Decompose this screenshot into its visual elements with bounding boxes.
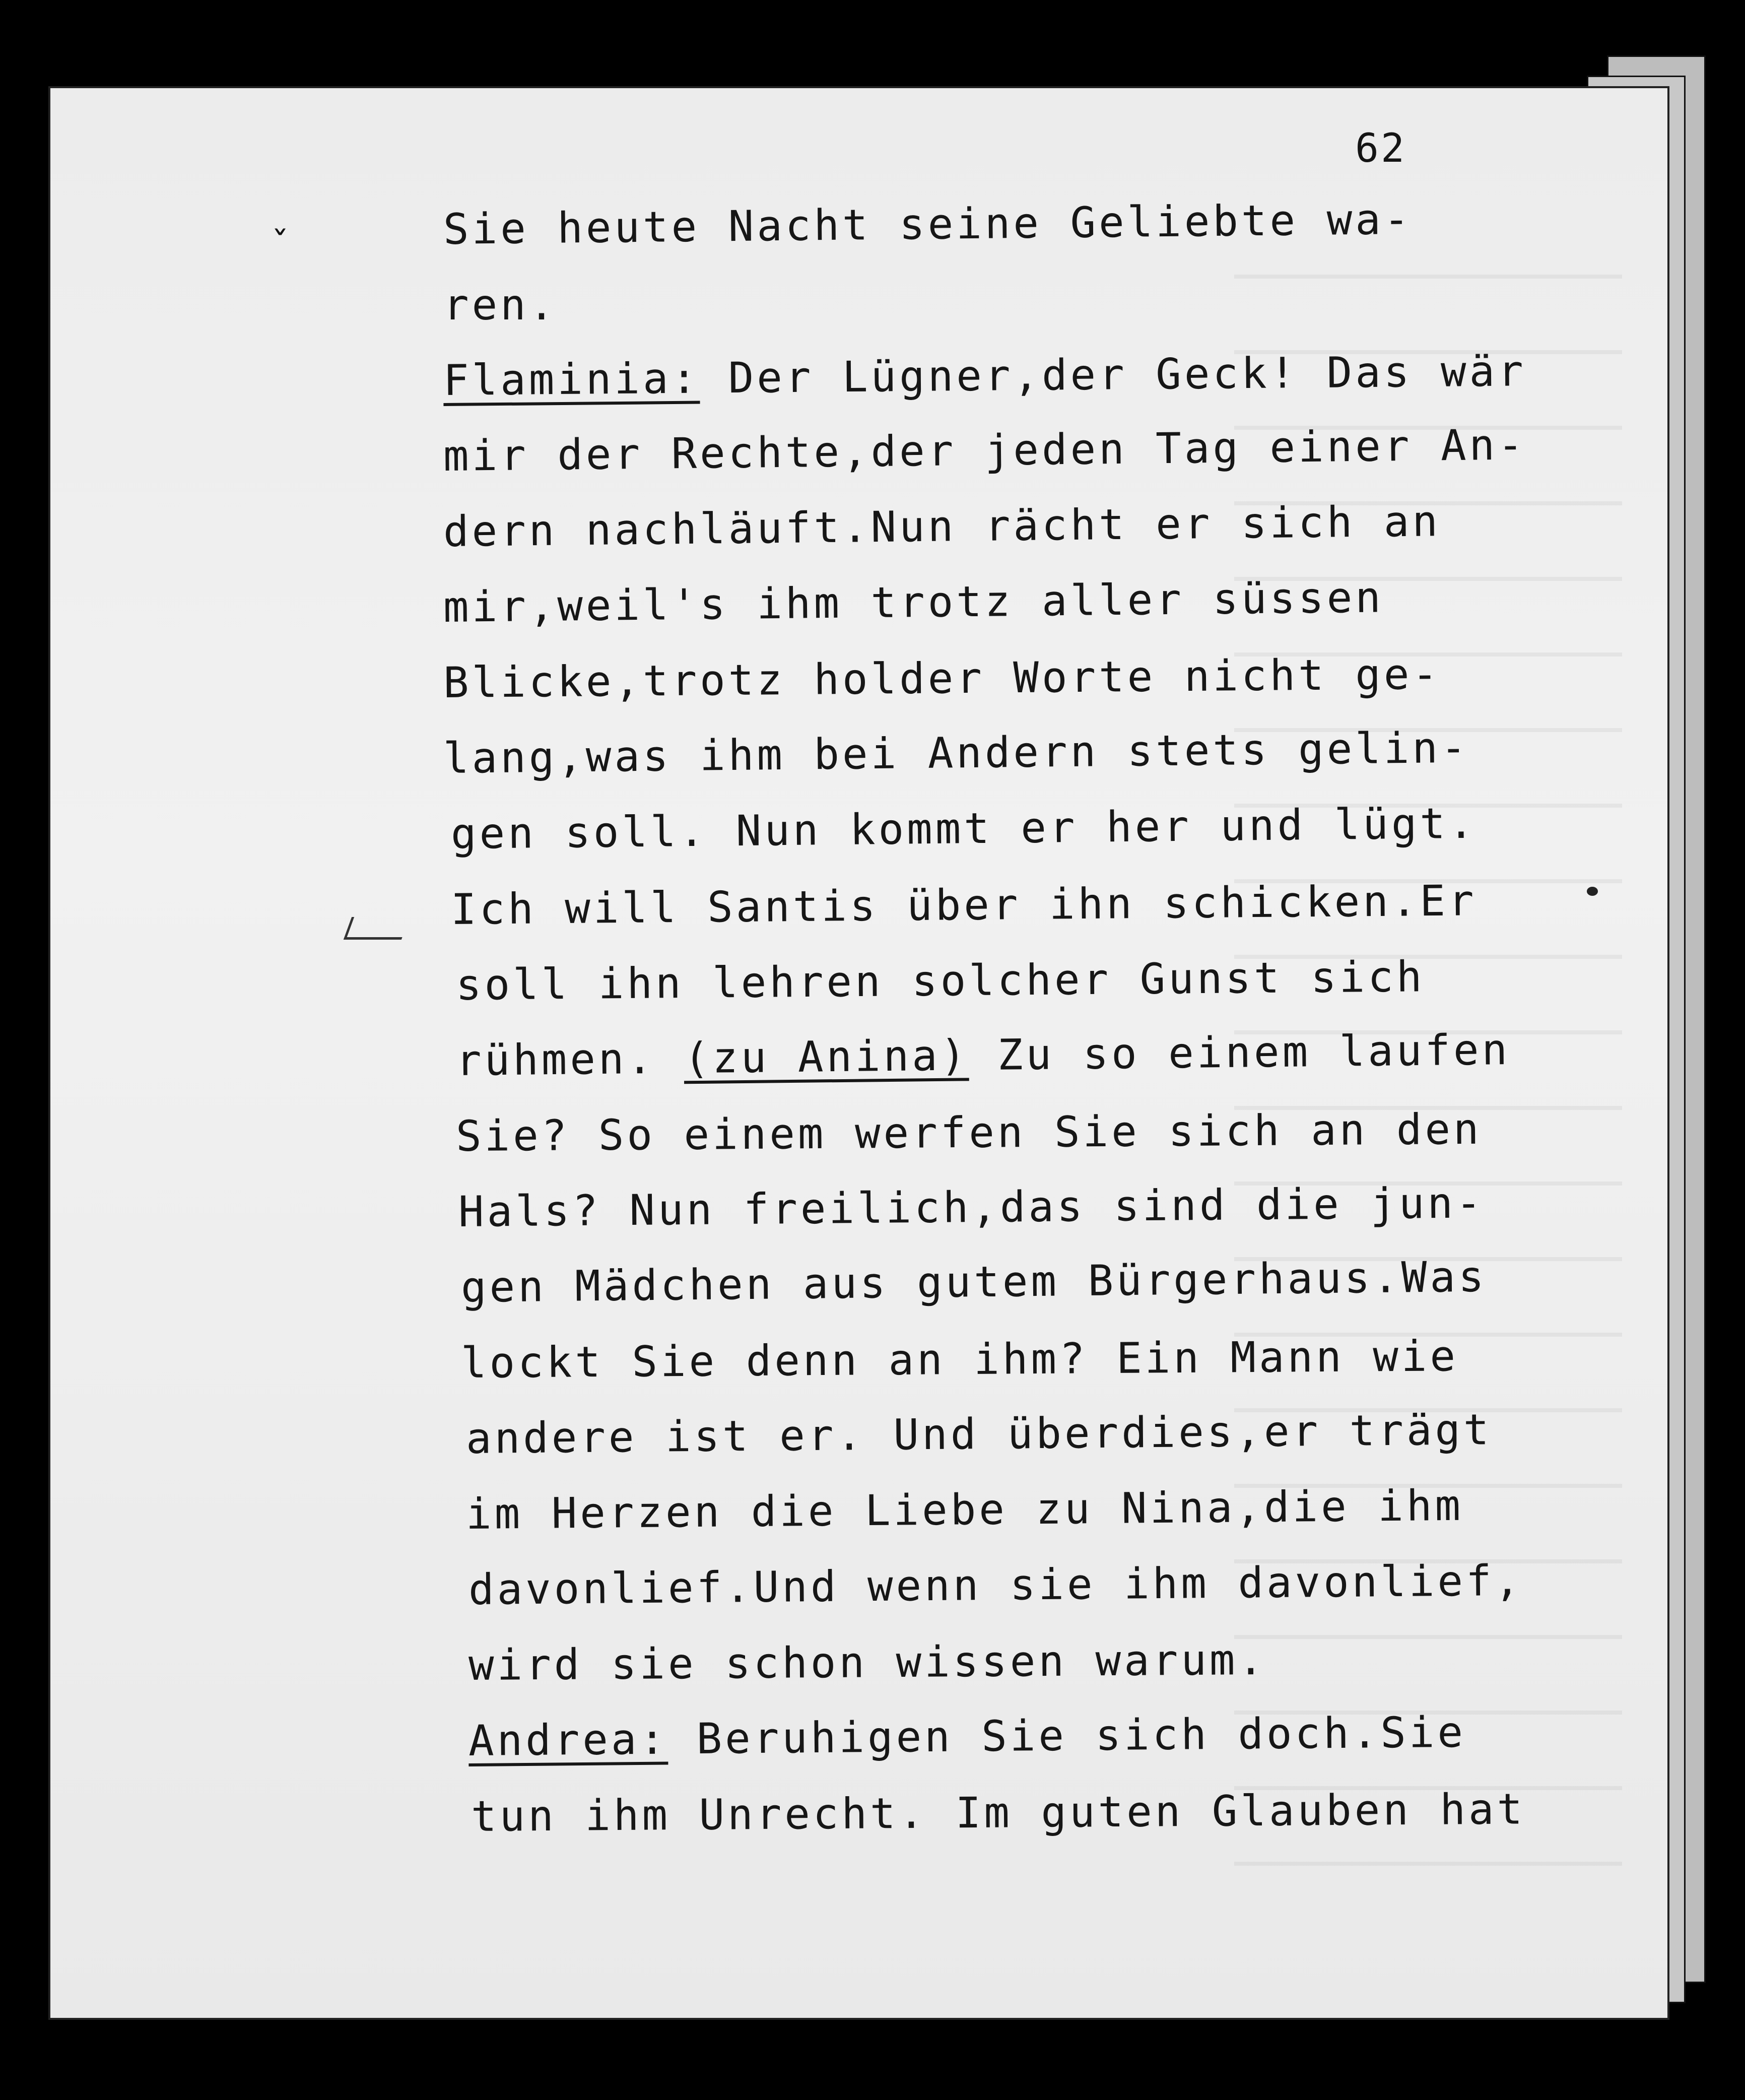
speaker-name: Flaminia: [443, 353, 700, 405]
text-line [443, 333, 1567, 418]
ink-spot [1587, 887, 1598, 896]
dialogue-text: Zu so einem laufen [968, 1025, 1511, 1080]
text-line: Sie? So einem werfen Sie sich an den [455, 1104, 1482, 1161]
text-line: mir,weil's ihm trotz aller süssen [443, 572, 1384, 632]
speaker-name: Andrea: [468, 1714, 668, 1765]
text-line: gen Mädchen aus gutem Bürgerhaus.Was [460, 1252, 1488, 1312]
dialogue-text: Der Lügner,der Geck! Das wär [699, 346, 1527, 403]
text-line: wird sie schon wissen warum. [468, 1634, 1267, 1690]
text-line: andere ist er. Und überdies,er trägt [465, 1405, 1492, 1463]
text-line: im Herzen die Liebe zu Nina,die ihm [465, 1480, 1464, 1539]
dialogue-text: Beruhigen Sie sich doch.Sie [667, 1707, 1466, 1764]
page-number: 62 [1355, 126, 1406, 171]
text-line: mir der Rechte,der jeden Tag einer An- [443, 420, 1527, 481]
text-line: lang,was ihm bei Andern stets gelin- [443, 723, 1470, 783]
text-line: Hals? Nun freilich,das sind die jun- [458, 1178, 1485, 1236]
text-line: tun ihm Unrecht. Im guten Glauben hat [471, 1784, 1526, 1841]
text-body [443, 191, 1567, 1854]
stage-direction: (zu Anina) [684, 1030, 969, 1083]
text-line [455, 1011, 1579, 1098]
text-line: gen soll. Nun kommt er her und lügt. [450, 798, 1478, 859]
text-line: davonlief.Und wenn sie ihm davonlief, [468, 1555, 1523, 1614]
text-line: Blicke,trotz holder Worte nicht ge- [443, 649, 1441, 707]
text-line [468, 1693, 1592, 1779]
text-line: lockt Sie denn an ihm? Ein Mann wie [460, 1331, 1459, 1388]
pencil-mark [344, 917, 410, 940]
margin-mark: ˇ [270, 224, 291, 266]
text-line: Sie heute Nacht seine Geliebte wa- [443, 194, 1413, 254]
dialogue-text: rühmen. [455, 1033, 685, 1085]
text-line: soll ihn lehren solcher Gunst sich [455, 952, 1425, 1010]
text-line: ren. [443, 280, 558, 330]
text-line: Ich will Santis über ihn schicken.Er [450, 876, 1477, 934]
text-line: dern nachläuft.Nun rächt er sich an [443, 496, 1441, 556]
